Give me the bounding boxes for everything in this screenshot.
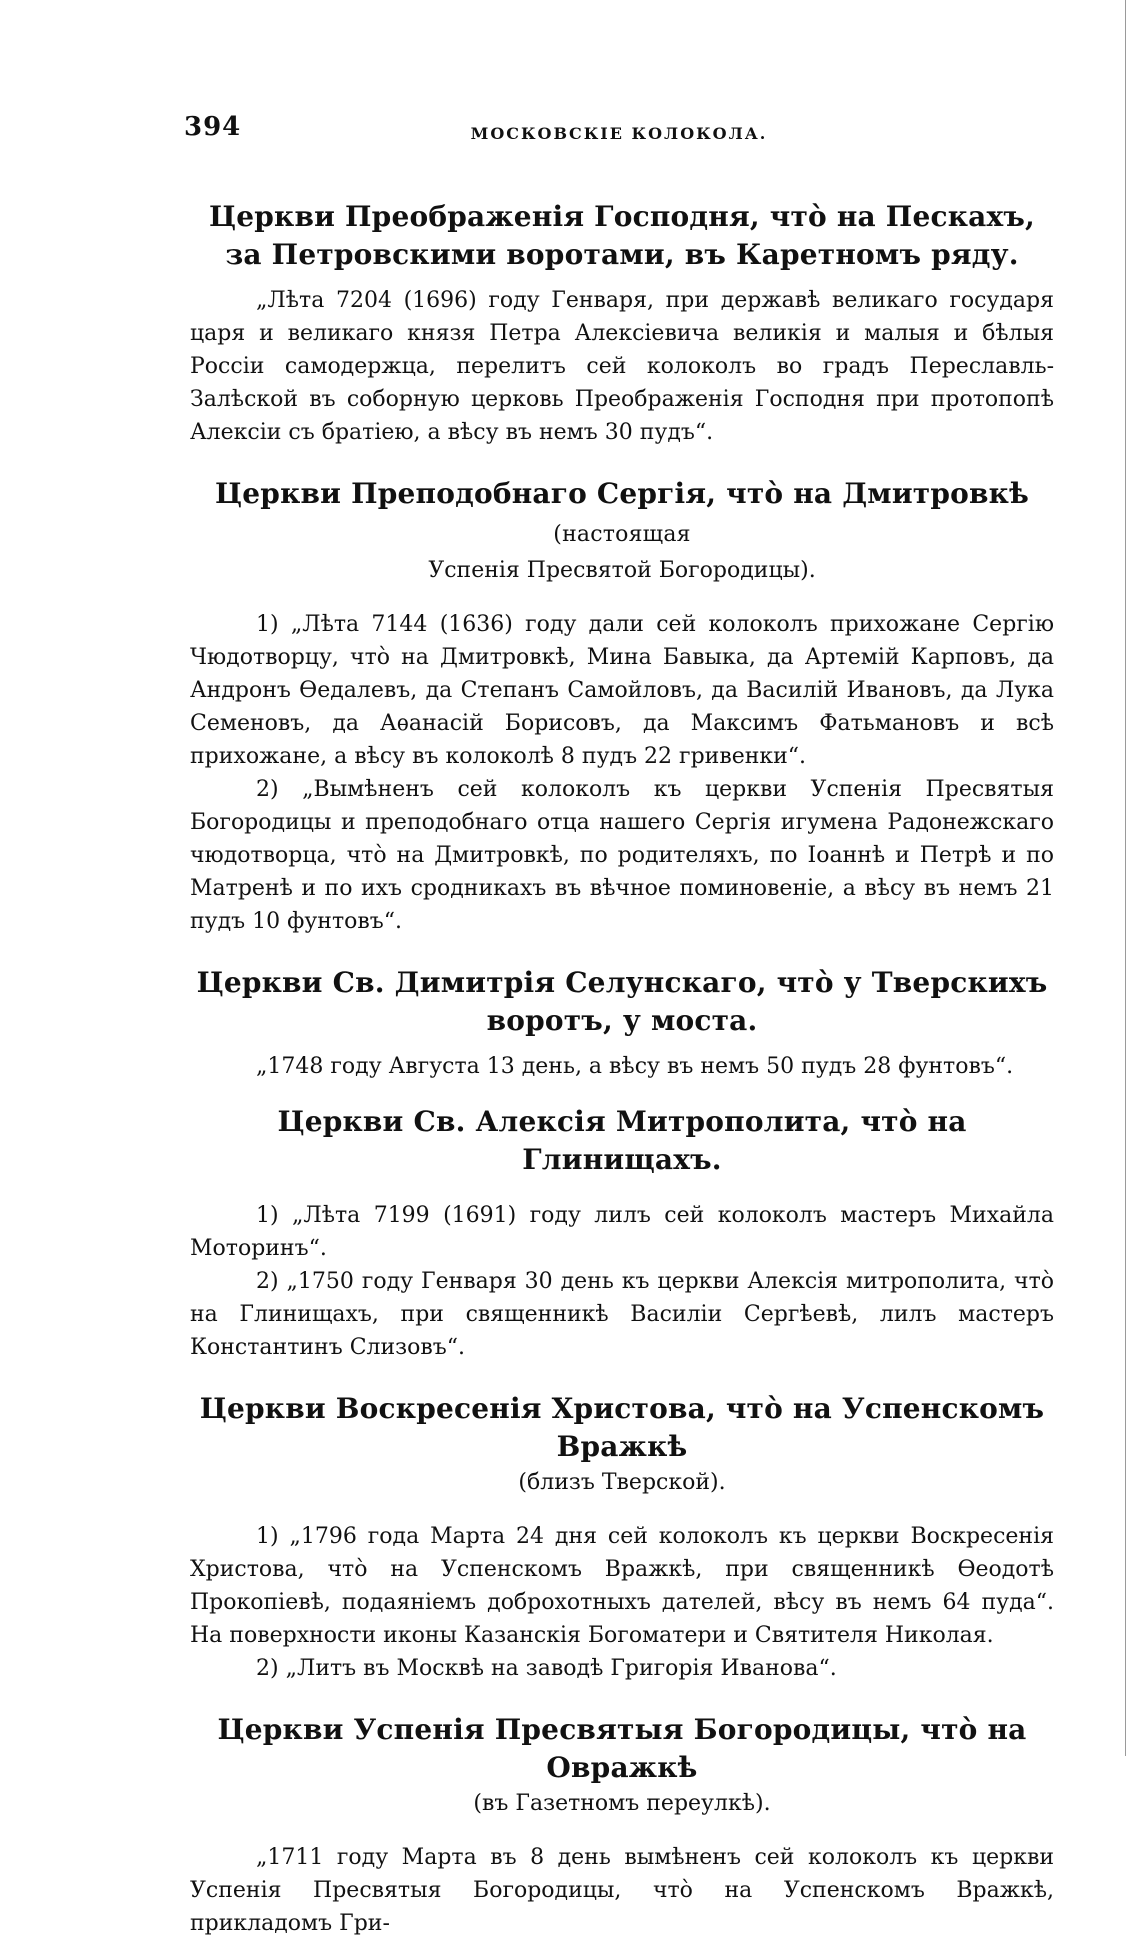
page-edge-line <box>1125 0 1126 1756</box>
section-title: Церкви Успенія Пресвятыя Богородицы, что̀ на Овражкѣ <box>217 1713 1027 1784</box>
paragraph: 2) „Вымѣненъ сей колоколъ къ церкви Успенія Пресвятыя Богородицы и преподобнаго отца нашего Сергія игумена Радонежскаго чюдотворца, что̀ на Дмитровкѣ, по родителяхъ, по Іоаннѣ и Петрѣ и по Матренѣ и по ихъ сродникахъ въ вѣчное поминовеніе, а вѣсу въ немъ 21 пудъ 10 фунтовъ“. <box>190 777 1054 934</box>
section-title: Церкви Св. Димитрія Селунскаго, что̀ у Тверскихъ воротъ, у моста. <box>196 966 1048 1037</box>
section-subtitle: (близъ Тверской). <box>518 1470 726 1495</box>
section-st-alexius <box>190 1103 1054 1364</box>
section-title: Церкви Воскресенія Христова, что̀ на Успенскомъ Вражкѣ <box>199 1392 1045 1463</box>
section-resurrection <box>190 1390 1054 1685</box>
section-title: Церкви Св. Алексія Митрополита, что̀ на Глинищахъ. <box>277 1105 967 1176</box>
paragraph: „1748 году Августа 13 день, а вѣсу въ немъ 50 пудъ 28 фунтовъ“. <box>256 1054 1014 1079</box>
page-content <box>190 198 1054 1940</box>
section-title-note: (настоящая <box>553 522 691 547</box>
page-number: 394 <box>184 112 242 142</box>
section-subtitle: (въ Газетномъ переулкѣ). <box>473 1791 771 1816</box>
paragraph: „Лѣта 7204 (1696) году Генваря, при державѣ великаго государя царя и великаго князя Петра Алексіевича великія и малыя и бѣлыя Россіи самодержца, перелитъ сей колоколъ во градъ Переславль-Залѣской въ соборную церковь Преображенія Господня при протопопѣ Алексіи съ братіею, а вѣсу въ немъ 30 пудъ“. <box>190 288 1054 445</box>
section-dormition <box>190 1711 1054 1940</box>
section-st-sergius <box>190 475 1054 938</box>
paragraph: 1) „Лѣта 7199 (1691) году лилъ сей колоколъ мастеръ Михайла Моторинъ“. <box>190 1203 1054 1261</box>
running-title: МОСКОВСКІЕ КОЛОКОЛА. <box>470 124 768 143</box>
paragraph: 1) „Лѣта 7144 (1636) году дали сей колоколъ прихожане Сергію Чюдотворцу, что̀ на Дмитровкѣ, Мина Бавыка, да Артемій Карповъ, да Андронъ Ѳедалевъ, да Степанъ Самойловъ, да Василій Ивановъ, да Лука Семеновъ, да Аѳанасій Борисовъ, да Максимъ Фатьмановъ и всѣ прихожане, а вѣсу въ колоколѣ 8 пудъ 22 гривенки“. <box>190 612 1054 769</box>
paragraph: 2) „1750 году Генваря 30 день къ церкви Алексія митрополита, что̀ на Глинищахъ, при священникѣ Василіи Сергѣевѣ, лилъ мастеръ Константинъ Слизовъ“. <box>190 1269 1054 1360</box>
section-subtitle: Успенія Пресвятой Богородицы). <box>428 558 816 583</box>
page-header <box>184 112 1054 152</box>
section-title <box>190 475 1054 554</box>
paragraph: 1) „1796 года Марта 24 дня сей колоколъ къ церкви Воскресенія Христова, что̀ на Успенскомъ Вражкѣ, при священникѣ Ѳеодотѣ Прокопіевѣ, подаяніемъ доброхотныхъ дателей, вѣсу въ немъ 64 пуда“. На поверхности иконы Казанскія Богоматери и Святителя Николая. <box>190 1524 1054 1648</box>
paragraph: 2) „Литъ въ Москвѣ на заводѣ Григорія Иванова“. <box>256 1656 837 1681</box>
section-title-text: Церкви Преподобнаго Сергія, что̀ на Дмитровкѣ <box>215 477 1029 510</box>
paragraph: „1711 году Марта въ 8 день вымѣненъ сей колоколъ къ церкви Успенія Пресвятыя Богородицы, что̀ на Успенскомъ Вражкѣ, прикладомъ Гри- <box>190 1845 1054 1936</box>
section-st-demetrius <box>190 964 1054 1083</box>
section-transfiguration <box>190 198 1054 449</box>
section-title: Церкви Преображенія Господня, что̀ на Пескахъ, за Петровскими воротами, въ Каретномъ ряду. <box>208 200 1035 271</box>
